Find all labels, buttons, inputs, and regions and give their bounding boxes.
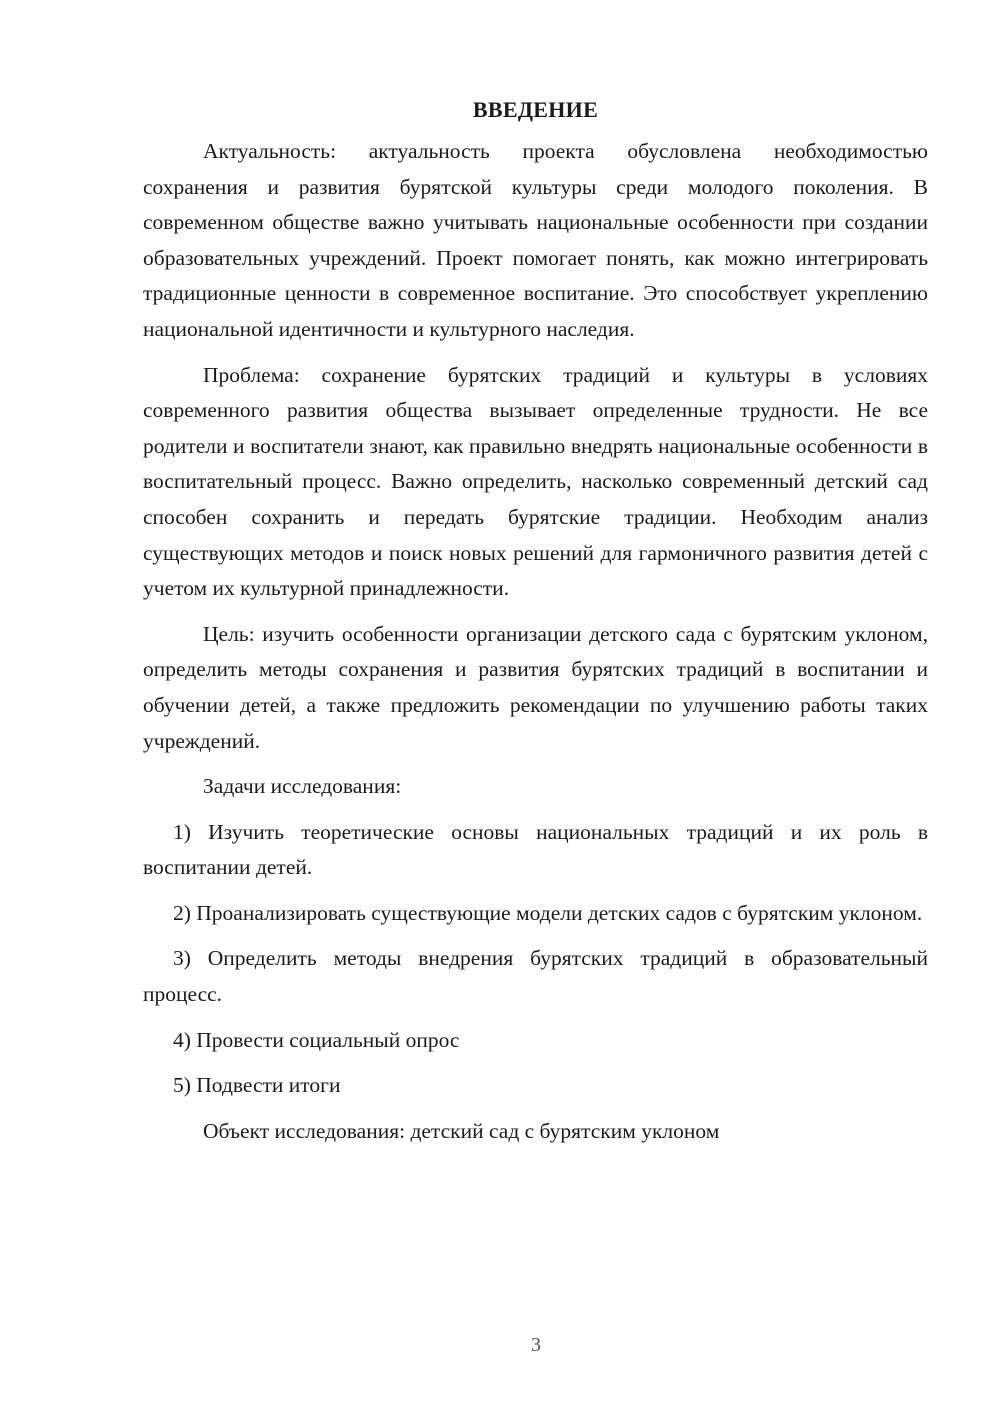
paragraph-problem: Проблема: сохранение бурятских традиций и культуры в условиях современного развития общества вызывает определенные трудности. Не все родители и воспитатели знают, как правильно внедрять национальные особенности в воспитательный процесс. Важно определить, насколько современный детский сад способен сохранить и передать бурятские традиции. Необходим анализ существующих методов и поиск новых решений для гармоничного развития детей с учетом их культурной принадлежности.: [143, 362, 928, 601]
page-number: 3: [531, 1334, 541, 1356]
document-page: [143, 92, 928, 1159]
task-item-4: 4) Провести социальный опрос: [173, 1027, 460, 1052]
paragraph-relevance: Актуальность: актуальность проекта обусловлена необходимостью сохранения и развития бурятской культуры среди молодого поколения. В современном обществе важно учитывать национальные особенности при создании образовательных учреждений. Проект помогает понять, как можно интегрировать традиционные ценности в современное воспитание. Это способствует укреплению национальной идентичности и культурного наследия.: [143, 139, 928, 341]
document-title: ВВЕДЕНИЕ: [472, 97, 599, 122]
tasks-heading: Задачи исследования:: [203, 774, 402, 799]
task-item-3: 3) Определить методы внедрения бурятских традиций в образовательный процесс.: [143, 946, 928, 1007]
paragraph-goal: Цель: изучить особенности организации детского сада с бурятским уклоном, определить методы сохранения и развития бурятских традиций в воспитании и обучении детей, а также предложить рекомендации по улучшению работы таких учреждений.: [143, 621, 928, 753]
task-item-2: 2) Проанализировать существующие модели детских садов с бурятским уклоном.: [173, 900, 923, 925]
task-item-1: 1) Изучить теоретические основы национальных традиций и их роль в воспитании детей.: [143, 819, 928, 880]
research-object: Объект исследования: детский сад с бурятским уклоном: [203, 1118, 720, 1143]
task-item-5: 5) Подвести итоги: [173, 1073, 341, 1098]
